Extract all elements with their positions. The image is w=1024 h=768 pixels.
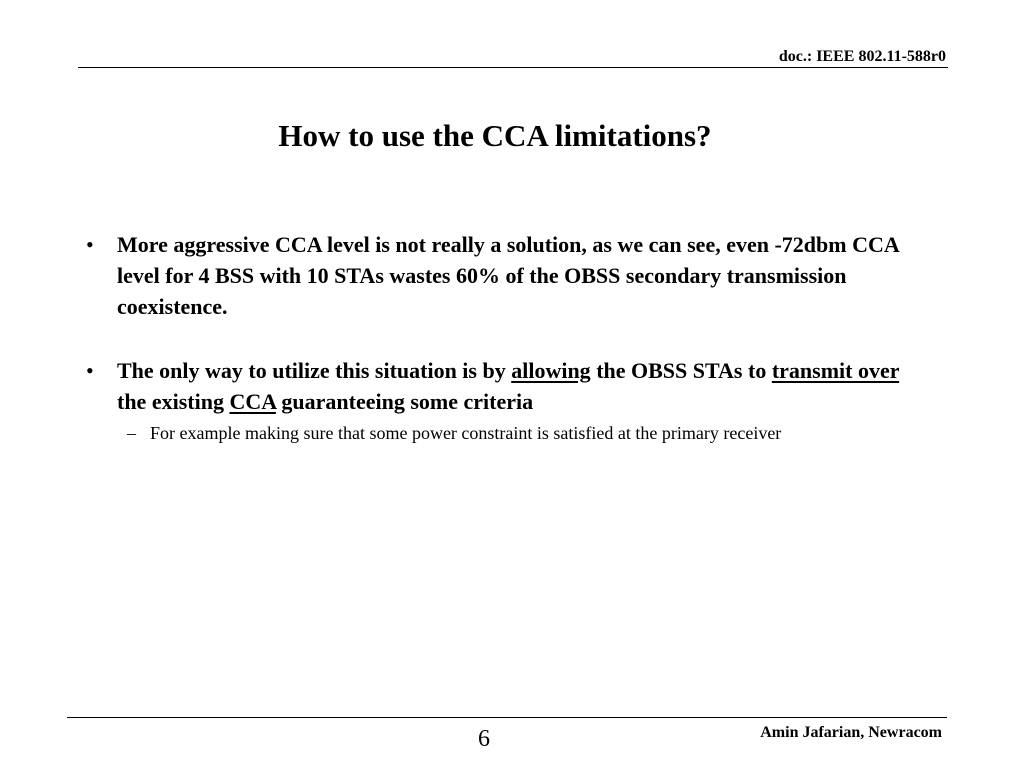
slide-title: How to use the CCA limitations?	[278, 118, 712, 153]
bullet-text-segment: guaranteeing some criteria	[275, 389, 534, 414]
bullet-item-2	[84, 355, 914, 445]
bullet-text-segment: the OBSS STAs to	[590, 358, 772, 383]
header-divider	[78, 67, 948, 68]
document-id: doc.: IEEE 802.11-588r0	[778, 48, 946, 65]
bullet-icon: •	[86, 232, 94, 257]
underlined-term-allowing: allowing	[511, 358, 591, 383]
bullet-text: More aggressive CCA level is not really a solution, as we can see, even -72dbm CCA level for 4 BSS with 10 STAs wastes 60% of the OBSS secondary transmission coexistence.	[117, 232, 899, 319]
bullet-text-segment: The only way to utilize this situation is by	[117, 358, 512, 383]
author-affiliation: Amin Jafarian, Newracom	[760, 724, 942, 741]
sub-bullet-item	[117, 421, 914, 445]
page-number: 6	[478, 726, 490, 752]
sub-bullet-text: For example making sure that some power constraint is satisfied at the primary receiver	[150, 423, 782, 443]
footer-divider	[67, 717, 947, 718]
bullet-list	[84, 229, 914, 445]
bullet-item-1	[84, 229, 914, 322]
bullet-text-segment: the existing	[117, 389, 230, 414]
underlined-term-transmit-over: transmit over	[771, 358, 900, 383]
bullet-icon: •	[86, 358, 94, 383]
underlined-term-cca: CCA	[229, 389, 276, 414]
dash-icon: –	[127, 423, 136, 443]
